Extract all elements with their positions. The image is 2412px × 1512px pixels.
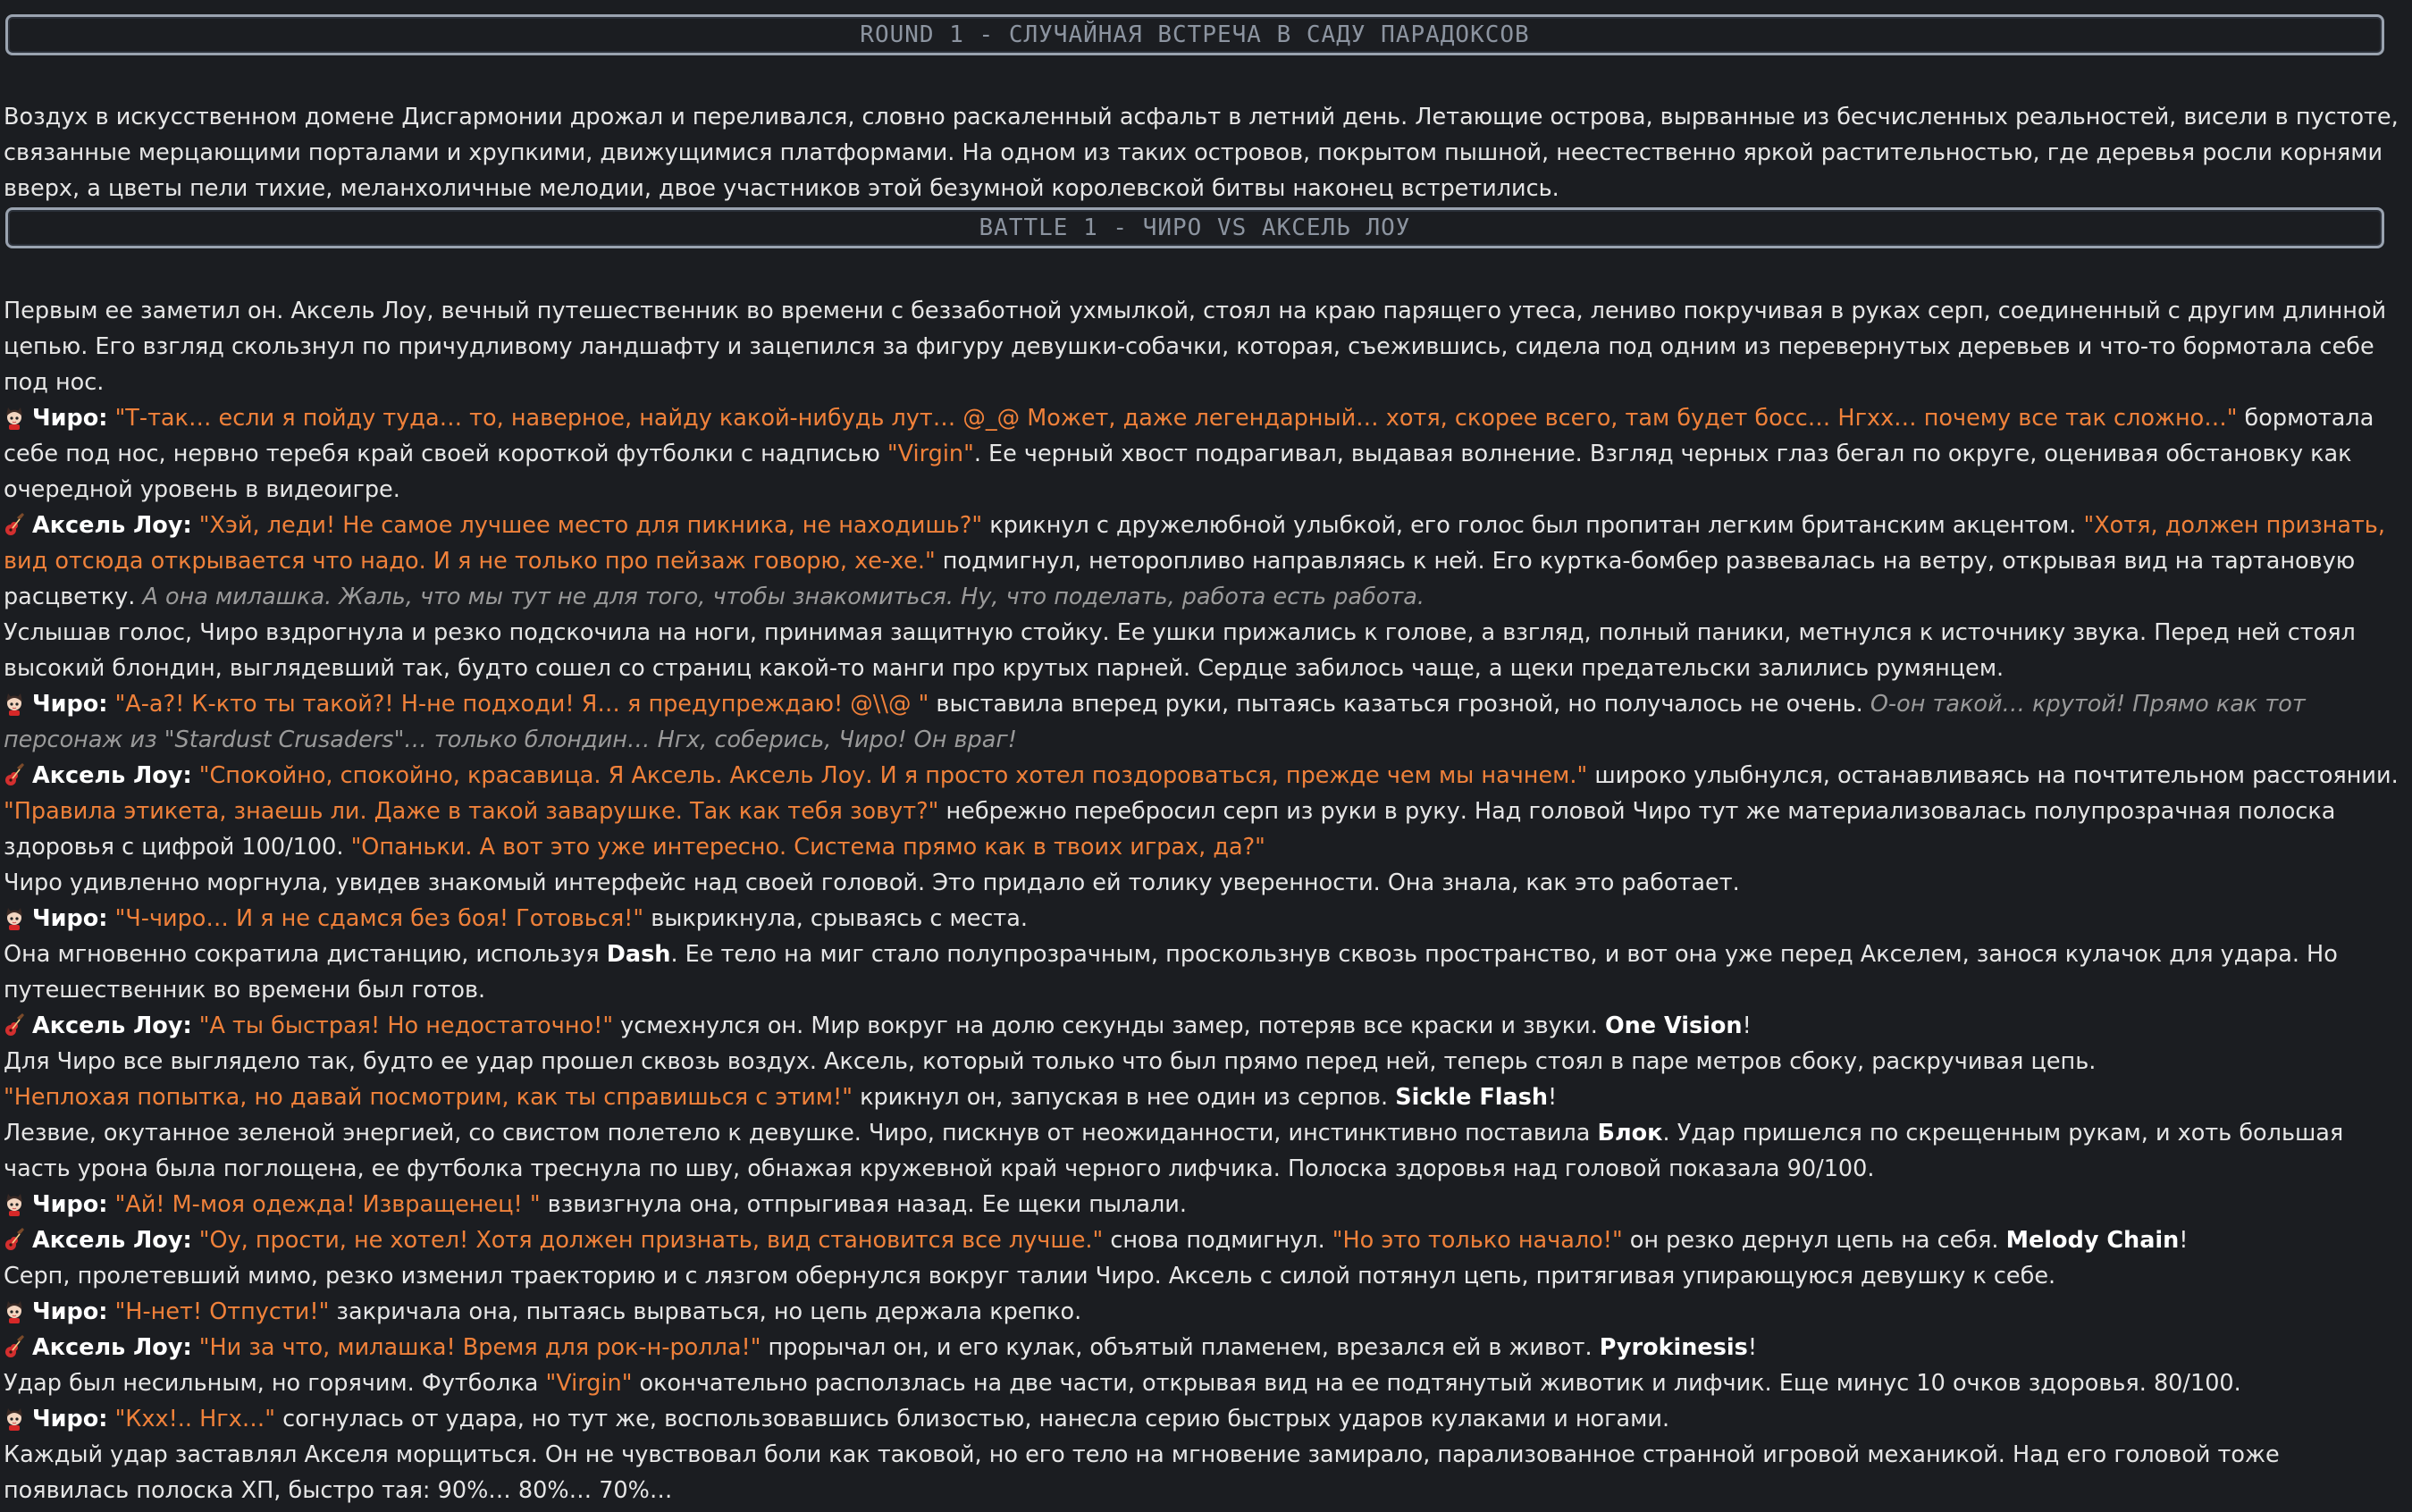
narration-paragraph: Первым ее заметил он. Аксель Лоу, вечный путешественник во времени с беззаботной ухмылкой, стоял на краю парящего утеса, лениво покручивая в руках серп, соединенный с другим длинной цепью. Его взгляд скользнул по причудливому ландшафту и зацепился за фигуру девушки-собачки, которая, съежившись, сидела под одним из перевернутых деревьев и что-то бормотала себе под нос. — [4, 298, 2387, 396]
shirt-text: "Virgin" — [545, 1370, 633, 1397]
narration: снова подмигнул. — [1103, 1227, 1332, 1254]
dialogue-line — [4, 901, 2408, 937]
narration-paragraph: Серп, пролетевший мимо, резко изменил траекторию и с лязгом обернулся вокруг талии Чиро. Аксель с силой потянул цепь, притягивая упирающуюся девушку к себе. — [4, 1263, 2056, 1289]
skill-name: Блок — [1597, 1120, 1663, 1147]
round-banner: ROUND 1 - СЛУЧАЙНАЯ ВСТРЕЧА В САДУ ПАРАДОКСОВ — [5, 14, 2384, 55]
intro-paragraph: Воздух в искусственном домене Дисгармонии дрожал и переливался, словно раскаленный асфальт в летний день. Летающие острова, вырванные из бесчисленных реальностей, висели в пустоте, связанные мерцающими порталами и хрупкими, движущимися платформами. На одном из таких островов, покрытом пышной, неестественно яркой растительностью, где деревья росли корнями вверх, а цветы пели тихие, меланхоличные мелодии, двое участников этой безумной королевской битвы наконец встретились. — [4, 104, 2399, 202]
intro-text — [4, 99, 2408, 206]
narration: широко улыбнулся, останавливаясь на почтительном расстоянии. — [1587, 762, 2399, 789]
narration-paragraph — [4, 1365, 2408, 1401]
narration: бормотала себе под нос, нервно теребя край своей короткой футболки с надписью — [4, 405, 2374, 467]
speech: "Правила этикета, знаешь ли. Даже в такой заварушке. Так как тебя зовут?" — [4, 798, 939, 825]
speech: "Ч-чиро… И я не сдамся без боя! Готовься!" — [114, 905, 644, 932]
narration: усмехнулся он. Мир вокруг на долю секунды замер, потеряв все краски и звуки. — [613, 1012, 1605, 1039]
speech: "А ты быстрая! Но недостаточно!" — [198, 1012, 614, 1039]
dialogue-line — [4, 400, 2408, 508]
narration: небрежно перебросил серп из руки в руку. Над головой Чиро тут же материализовалась полупрозрачная полоска здоровья с цифрой 100/100. — [4, 798, 2336, 861]
dialogue-line — [4, 1187, 2408, 1222]
narration: выставила вперед руки, пытаясь казаться грозной, но получалось не очень. — [929, 691, 1870, 718]
narration: . Ее черный хвост подрагивал, выдавая волнение. Взгляд черных глаз бегал по округе, оценивая обстановку как очередной уровень в видеоигре. — [4, 441, 2352, 503]
dog-girl-avatar-icon — [4, 405, 25, 430]
narration: выкрикнула, срываясь с места. — [643, 905, 1029, 932]
speaker-name: Чиро: — [32, 691, 108, 718]
dialogue-line — [4, 1401, 2408, 1437]
dog-girl-avatar-icon — [4, 1191, 25, 1216]
dialogue-line — [4, 1330, 2408, 1365]
narration: ! — [1742, 1012, 1752, 1039]
speech: "Кхх!.. Нгх…" — [114, 1406, 276, 1432]
speaker-name: Аксель Лоу: — [32, 1012, 192, 1039]
dog-girl-avatar-icon — [4, 691, 25, 716]
speaker-name: Чиро: — [32, 405, 108, 432]
narration-paragraph: Услышав голос, Чиро вздрогнула и резко подскочила на ноги, принимая защитную стойку. Ее ушки прижались к голове, а взгляд, полный паники, метнулся к источнику звука. Перед ней стоял высокий блондин, выглядевший так, будто сошел со страниц какой-то манги про крутых парней. Сердце забилось чаще, а щеки предательски залились румянцем. — [4, 619, 2356, 682]
narration: . Ее тело на миг стало полупрозрачным, проскользнув сквозь пространство, и вот она уже перед Акселем, занося кулачок для удара. Но путешественник во времени был готов. — [4, 941, 2338, 1004]
guitar-icon — [4, 1334, 25, 1359]
speech: "Ни за что, милашка! Время для рок-н-ролла!" — [198, 1334, 761, 1361]
narration: Лезвие, окутанное зеленой энергией, со свистом полетело к девушке. Чиро, пискнув от неожиданности, инстинктивно поставила — [4, 1120, 1598, 1147]
speech: "Хотя, должен признать, вид отсюда открывается что надо. И я не только про пейзаж говорю, хе-хе." — [4, 512, 2385, 575]
narration: Удар был несильным, но горячим. Футболка — [4, 1370, 546, 1397]
skill-name: Melody Chain — [2005, 1227, 2180, 1254]
dialogue-line — [4, 758, 2408, 865]
narration: ! — [1747, 1334, 1758, 1361]
shirt-text: "Virgin" — [887, 441, 974, 467]
dialogue-line — [4, 686, 2408, 758]
dialogue-line — [4, 1008, 2408, 1044]
speech: "Хэй, леди! Не самое лучшее место для пикника, не находишь?" — [198, 512, 983, 539]
narration: крикнул с дружелюбной улыбкой, его голос был пропитан легким британским акцентом. — [982, 512, 2084, 539]
skill-name: One Vision — [1604, 1012, 1743, 1039]
speech: "Спокойно, спокойно, красавица. Я Аксель. Аксель Лоу. И я просто хотел поздороваться, прежде чем мы начнем." — [198, 762, 1588, 789]
speaker-name: Чиро: — [32, 1298, 108, 1325]
speaker-name: Чиро: — [32, 905, 108, 932]
dog-girl-avatar-icon — [4, 1406, 25, 1431]
narration-paragraph: Каждый удар заставлял Акселя морщиться. Он не чувствовал боли как таковой, но его тело на мгновение замирало, парализованное странной игровой механикой. Над его головой тоже появилась полоска ХП, быстро тая: 90%… 80%… 70%… — [4, 1441, 2280, 1504]
speaker-name: Аксель Лоу: — [32, 1227, 192, 1254]
dog-girl-avatar-icon — [4, 905, 25, 930]
skill-name: Sickle Flash — [1395, 1084, 1549, 1111]
narration-paragraph: Для Чиро все выглядело так, будто ее удар прошел сквозь воздух. Аксель, который только что был прямо перед ней, теперь стоял в паре метров сбоку, раскручивая цепь. — [4, 1048, 2097, 1075]
narration: взвизгнула она, отпрыгивая назад. Ее щеки пылали. — [540, 1191, 1187, 1218]
narration-paragraph — [4, 937, 2408, 1008]
speech: "Неплохая попытка, но давай посмотрим, как ты справишься с этим!" — [4, 1084, 853, 1111]
battle-banner: BATTLE 1 - ЧИРО VS АКСЕЛЬ ЛОУ — [5, 207, 2384, 248]
narration-paragraph: Чиро удивленно моргнула, увидев знакомый интерфейс над своей головой. Это придало ей толику уверенности. Она знала, как это работает. — [4, 869, 1740, 896]
narration: согнулась от удара, но тут же, воспользовавшись близостью, нанесла серию быстрых ударов кулаками и ногами. — [275, 1406, 1670, 1432]
dialogue-line — [4, 1222, 2408, 1258]
battle-story — [4, 293, 2408, 1508]
narration: прорычал он, и его кулак, объятый пламенем, врезался ей в живот. — [761, 1334, 1600, 1361]
speech: "Опаньки. А вот это уже интересно. Система прямо как в твоих играх, да?" — [350, 834, 1265, 861]
guitar-icon — [4, 512, 25, 537]
narration: он резко дернул цепь на себя. — [1622, 1227, 2006, 1254]
dog-girl-avatar-icon — [4, 1298, 25, 1323]
narration: ! — [2179, 1227, 2189, 1254]
thought: О-он такой… крутой! Прямо как тот персонаж из — [4, 691, 2306, 753]
speech: "Но это только начало!" — [1332, 1227, 1623, 1254]
dialogue-line — [4, 508, 2408, 615]
narration: . Удар пришелся по скрещенным рукам, и хоть большая часть урона была поглощена, ее футболка треснула по шву, обнажая кружевной край черного лифчика. Полоска здоровья над головой показала 90/100. — [4, 1120, 2344, 1182]
thought: … только блондин… Нгх, соберись, Чиро! Он враг! — [404, 727, 1017, 753]
skill-name: Dash — [606, 941, 671, 968]
narration: Она мгновенно сократила дистанцию, используя — [4, 941, 607, 968]
guitar-icon — [4, 1012, 25, 1037]
thought: А она милашка. Жаль, что мы тут не для того, чтобы знакомиться. Ну, что поделать, работа есть работа. — [142, 584, 1425, 610]
speech: "А-а?! К-кто ты такой?! Н-не подходи! Я… я предупреждаю! @\\@ " — [114, 691, 929, 718]
narration: подмигнул, неторопливо направляясь к ней. Его куртка-бомбер развевалась на ветру, открывая вид на тартановую расцветку. — [4, 548, 2356, 610]
narration: окончательно расползлась на две части, открывая вид на ее подтянутый животик и лифчик. Еще минус 10 очков здоровья. 80/100. — [632, 1370, 2241, 1397]
guitar-icon — [4, 762, 25, 787]
speaker-name: Чиро: — [32, 1191, 108, 1218]
narration-paragraph — [4, 1079, 2408, 1115]
narration-paragraph — [4, 1115, 2408, 1187]
guitar-icon — [4, 1227, 25, 1252]
narration: закричала она, пытаясь вырваться, но цепь держала крепко. — [329, 1298, 1082, 1325]
speaker-name: Аксель Лоу: — [32, 512, 192, 539]
narration: ! — [1548, 1084, 1558, 1111]
dialogue-line — [4, 1294, 2408, 1330]
thought-title: "Stardust Crusaders" — [164, 727, 405, 753]
speech: "Н-нет! Отпусти!" — [114, 1298, 330, 1325]
speech: "Ай! М-моя одежда! Извращенец! " — [114, 1191, 541, 1218]
skill-name: Pyrokinesis — [1599, 1334, 1748, 1361]
speaker-name: Аксель Лоу: — [32, 762, 192, 789]
speech: "Оу, прости, не хотел! Хотя должен признать, вид становится все лучше." — [198, 1227, 1104, 1254]
speaker-name: Чиро: — [32, 1406, 108, 1432]
narration: крикнул он, запуская в нее один из серпов. — [852, 1084, 1396, 1111]
speaker-name: Аксель Лоу: — [32, 1334, 192, 1361]
speech: "Т-так… если я пойду туда… то, наверное, найду какой-нибудь лут… @_@ Может, даже легендарный… хотя, скорее всего, там будет босс… Нгхх… почему все так сложно…" — [114, 405, 2238, 432]
